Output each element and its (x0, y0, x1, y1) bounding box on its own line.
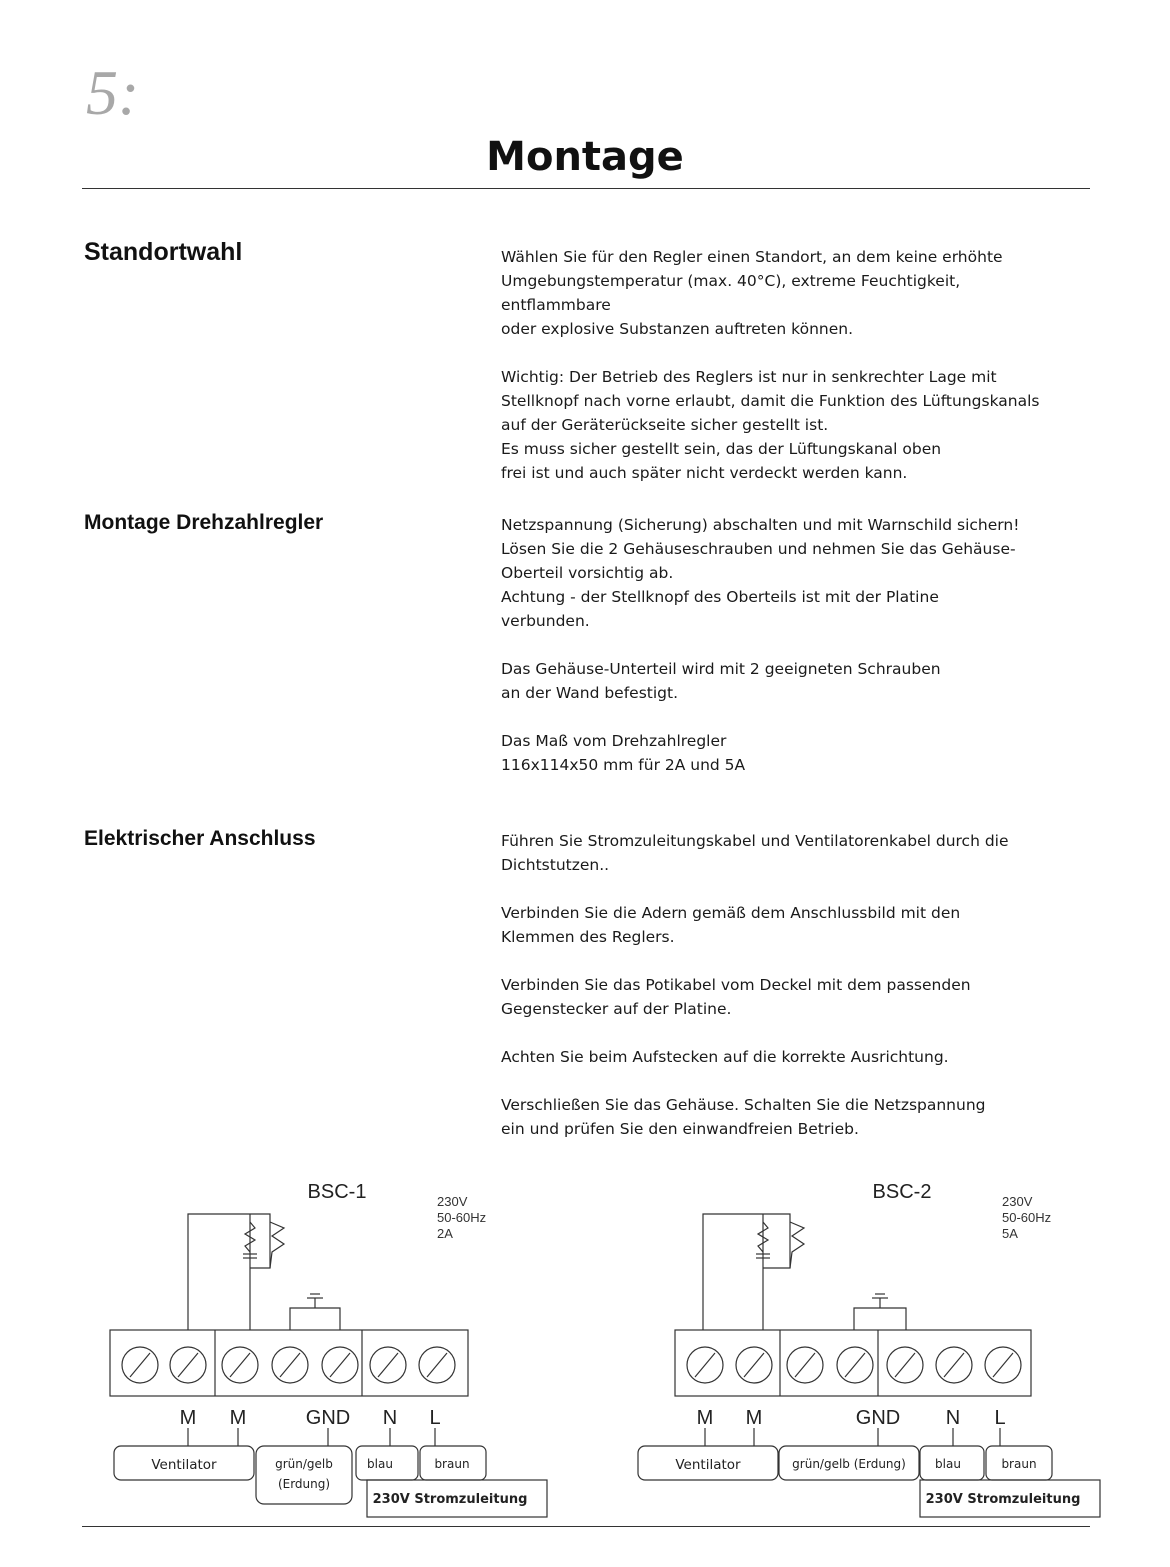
supply-label: 230V Stromzuleitung (372, 1492, 528, 1507)
paragraph: Wählen Sie für den Regler einen Standort, an dem keine erhöhte Umgebungstemperatur (max. 40°C), extreme Feuchtigkeit, entflammbare oder explosive Substanzen auftreten können. (501, 248, 1003, 338)
paragraph: Das Maß vom Drehzahlregler 116x114x50 mm für 2A und 5A (501, 732, 746, 774)
paragraph: Verbinden Sie das Potikabel vom Deckel mit dem passenden Gegenstecker auf der Platine. (501, 976, 971, 1018)
terminal-label: L (429, 1407, 441, 1429)
live-wire-label: braun (434, 1457, 470, 1471)
terminal-label: N (945, 1407, 961, 1429)
section-heading-standortwahl: Standortwahl (84, 238, 243, 266)
page-title: Montage (486, 134, 684, 180)
terminal-label: GND (305, 1407, 351, 1429)
earth-wire-label: grün/gelb (275, 1457, 333, 1471)
earth-wire-label: grün/gelb (Erdung) (792, 1457, 906, 1471)
terminal-label: M (229, 1407, 247, 1429)
voltage-label: 230V (437, 1194, 468, 1209)
chapter-number: 5: (86, 57, 140, 128)
paragraph: Verbinden Sie die Adern gemäß dem Anschlussbild mit den Klemmen des Reglers. (501, 904, 961, 946)
voltage-label: 230V (1002, 1194, 1033, 1209)
paragraph: Das Gehäuse-Unterteil wird mit 2 geeigneten Schrauben an der Wand befestigt. (501, 660, 941, 702)
terminal-label: M (745, 1407, 763, 1429)
earth-wire-label: (Erdung) (277, 1477, 331, 1491)
paragraph: Führen Sie Stromzuleitungskabel und Ventilatorenkabel durch die Dichtstutzen.. (501, 832, 1009, 874)
section-heading-montage-drehzahlregler: Montage Drehzahlregler (84, 511, 324, 534)
model-label: BSC-2 (872, 1181, 932, 1203)
paragraph: Netzspannung (Sicherung) abschalten und mit Warnschild sichern! Lösen Sie die 2 Gehäuseschrauben und nehmen Sie das Gehäuse- Oberteil vorsichtig ab. Achtung - der Stellknopf des Oberteils ist mit der Platine verbunden. (501, 516, 1020, 630)
fan-wire-label: Ventilator (151, 1457, 217, 1473)
terminal-label: GND (855, 1407, 901, 1429)
terminal-label: L (994, 1407, 1006, 1429)
terminal-label: N (382, 1407, 398, 1429)
current-label: 5A (1002, 1226, 1018, 1241)
paragraph: Wichtig: Der Betrieb des Reglers ist nur in senkrechter Lage mit Stellknopf nach vorne erlaubt, damit die Funktion des Lüftungskanals auf der Geräterückseite sicher gestellt ist. Es muss sicher gestellt sein, das der Lüftungskanal oben frei ist und auch später nicht verdeckt werden kann. (501, 368, 1040, 482)
model-label: BSC-1 (307, 1181, 367, 1203)
neutral-wire-label: blau (367, 1457, 393, 1471)
current-label: 2A (437, 1226, 453, 1241)
section-body-elektrischer-anschluss (501, 829, 1081, 1165)
frequency-label: 50-60Hz (1002, 1210, 1052, 1225)
neutral-wire-label: blau (935, 1457, 961, 1471)
header-divider (82, 188, 1090, 189)
terminal-label: M (179, 1407, 197, 1429)
wiring-diagram-bsc2 (630, 1170, 1105, 1522)
fan-wire-label: Ventilator (675, 1457, 741, 1473)
section-body-montage-drehzahlregler (501, 513, 1081, 801)
paragraph: Verschließen Sie das Gehäuse. Schalten Sie die Netzspannung ein und prüfen Sie den einwandfreien Betrieb. (501, 1096, 986, 1138)
supply-label: 230V Stromzuleitung (925, 1492, 1081, 1507)
wiring-diagram-bsc1 (100, 1170, 560, 1522)
section-body-standortwahl (501, 245, 1081, 509)
live-wire-label: braun (1001, 1457, 1037, 1471)
frequency-label: 50-60Hz (437, 1210, 487, 1225)
footer-divider (82, 1526, 1090, 1527)
terminal-label: M (696, 1407, 714, 1429)
section-heading-elektrischer-anschluss: Elektrischer Anschluss (84, 827, 316, 850)
paragraph: Achten Sie beim Aufstecken auf die korrekte Ausrichtung. (501, 1048, 949, 1066)
